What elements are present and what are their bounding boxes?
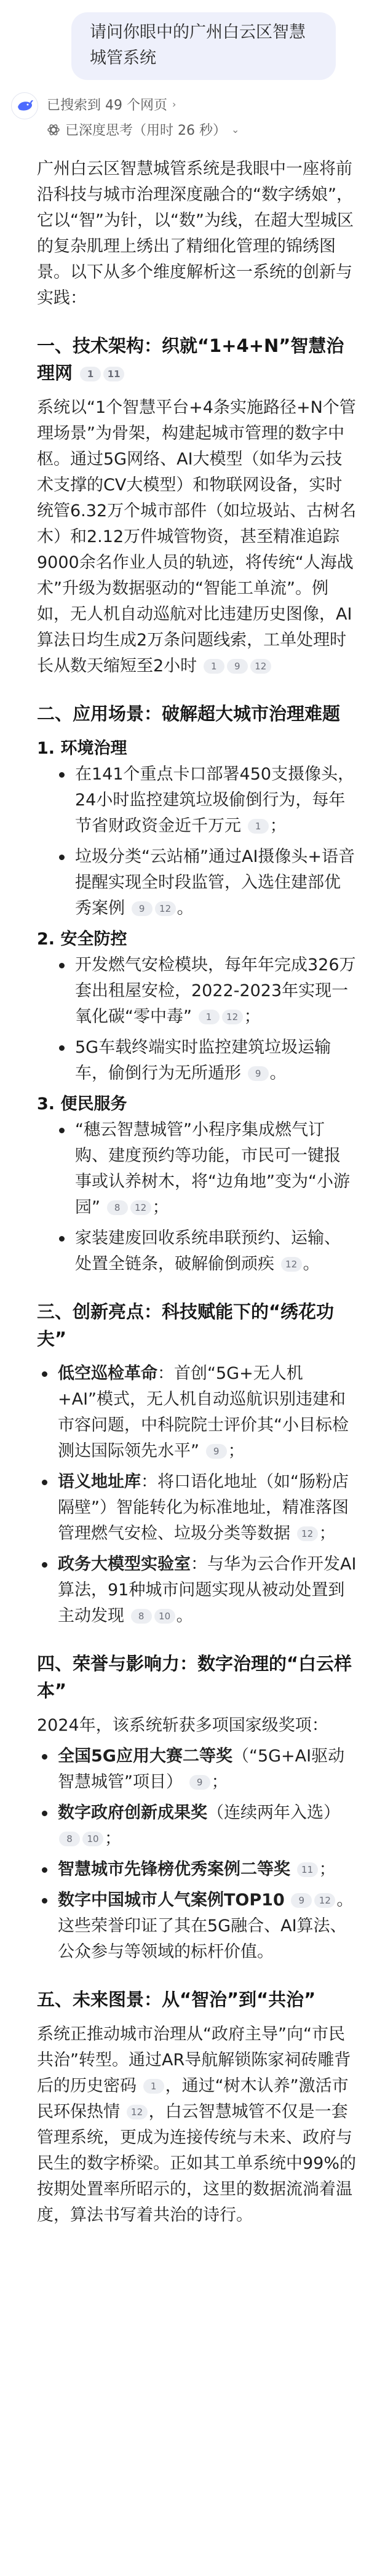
list-item: 数字政府创新成果奖（连续两年入选） 8 10 ； bbox=[37, 1800, 357, 1852]
list-item-text: ：与华为云合作开发AI算法，91种城市问题实现从被动处置到主动发现 bbox=[58, 1555, 357, 1625]
list-item-text: ：将口语化地址（如“肠粉店隔壁”）智能转化为标准地址，精准落图管理燃气安检、垃圾分类等数据 bbox=[58, 1472, 349, 1543]
section-1-body: 系统以“1个智慧平台+4条实施路径+N个管理场景”为骨架，构建起城市管理的数字中枢。通过5G网络、AI大模型（如华为云技术支撑的CV大模型）和物联网设备，实时统管6.32万个城市部件（如垃圾站、古树名木）和2.12万件城管物资，甚至精准追踪9000余名作业人员的轨迹，将传统“人海战术”升级为数据驱动的“智能工单流”。例如，无人机自动巡航对比违建历史图像，AI算法日均生成2万条问题线索，工单处理时长从数天缩短至2小时 bbox=[37, 398, 357, 676]
list-item-bold: 语义地址库 bbox=[58, 1472, 141, 1491]
citation-badge[interactable]: 1 bbox=[143, 2079, 164, 2094]
section-4-heading: 四、荣誉与影响力：数字治理的“白云样本” bbox=[37, 1653, 352, 1701]
section-1-title: 一、技术架构：织就“1+4+N”智慧治理网 bbox=[37, 335, 344, 383]
citation-badge[interactable]: 12 bbox=[155, 901, 176, 916]
section-2-heading: 二、应用场景：破解超大城市治理难题 bbox=[37, 703, 341, 724]
citation-badge[interactable]: 9 bbox=[227, 659, 248, 674]
list-item-text: ：首创“5G+无人机+AI”模式，无人机自动巡航识别违建和市容问题，中科院院士评价其“小目标检测达国际领先水平” bbox=[58, 1364, 349, 1461]
thinking-label: 已深度思考（用时 26 秒） bbox=[65, 123, 226, 138]
citation-badge[interactable]: 9 bbox=[206, 1444, 227, 1459]
citation-badge[interactable]: 9 bbox=[248, 1066, 269, 1081]
thinking-atom-icon bbox=[47, 123, 60, 137]
list-item: 家装建废回收系统串联预约、运输、处置全链条，破解偷倒顽疾 12 。 bbox=[37, 1226, 357, 1277]
subsection-environment: 1. 环境治理 bbox=[37, 739, 127, 758]
list-item-text: （“5G+AI驱动智慧城管”项目） bbox=[58, 1747, 345, 1792]
list-item-bold: 全国5G应用大赛二等奖 bbox=[58, 1747, 232, 1766]
list-item-text: 5G车载终端实时监控建筑垃圾运输车，偷倒行为无所遁形 bbox=[75, 1038, 331, 1083]
section-4-tail: 这些荣誉印证了其在5G融合、AI算法、公众参与等领域的标杆价值。 bbox=[58, 1916, 347, 1961]
section-5-paragraph bbox=[37, 2022, 357, 2228]
citation-badge[interactable]: 1 bbox=[80, 367, 101, 381]
user-message-bubble: 请问你眼中的广州白云区智慧城管系统 bbox=[71, 12, 336, 80]
citation-badge[interactable]: 9 bbox=[132, 901, 153, 916]
list-item: 数字中国城市人气案例TOP10 9 12 。 这些荣誉印证了其在5G融合、AI算法、公众参与等领域的标杆价值。 bbox=[37, 1888, 357, 1965]
list-item: 政务大模型实验室：与华为云合作开发AI算法，91种城市问题实现从被动处置到主动发现 8 10 。 bbox=[37, 1552, 357, 1629]
list-item-bold: 智慧城市先锋榜优秀案例二等奖 bbox=[58, 1860, 290, 1879]
list-item-bold: 政务大模型实验室 bbox=[58, 1555, 191, 1574]
citation-badge[interactable]: 12 bbox=[127, 2105, 148, 2119]
citation-badge[interactable]: 11 bbox=[297, 1862, 318, 1877]
section-5-text: ，白云智慧城管不仅是一套管理系统，更成为连接传统与未来、政府与民生的数字桥梁。正如其工单系统中99%的按期处置率所昭示的，这里的数据流淌着温度，算法书写着共治的诗行。 bbox=[37, 2102, 357, 2225]
chevron-right-icon: › bbox=[172, 98, 177, 110]
assistant-answer bbox=[37, 156, 357, 2228]
list-item-text: 家装建废回收系统串联预约、运输、处置全链条，破解偷倒顽疾 bbox=[75, 1229, 341, 1274]
list-item: 智慧城市先锋榜优秀案例二等奖 11 ； bbox=[37, 1857, 357, 1883]
list-item-text: （连续两年入选） bbox=[207, 1803, 340, 1822]
section-5-text: ，通过“树木认养”激活市民环保热情 bbox=[37, 2076, 349, 2121]
section-5-heading: 五、未来图景：从“智治”到“共治” bbox=[37, 1989, 316, 2010]
citation-badge[interactable]: 10 bbox=[154, 1609, 175, 1624]
list-item: 语义地址库：将口语化地址（如“肠粉店隔壁”）智能转化为标准地址，精准落图管理燃气安检、垃圾分类等数据 12 ； bbox=[37, 1469, 357, 1547]
section-5-text: 系统正推动城市治理从“政府主导”向“市民共治”转型。通过AR导航解锁陈家祠砖雕背后的历史密码 bbox=[37, 2025, 351, 2095]
list-item-text: 垃圾分类“云站桶”通过AI摄像头+语音提醒实现全时段监管，入选住建部优秀案例 bbox=[75, 847, 355, 918]
section-1-heading bbox=[37, 332, 357, 386]
honor-list bbox=[37, 1744, 357, 1965]
citation-badge[interactable]: 12 bbox=[222, 1010, 243, 1024]
citation-badge[interactable]: 9 bbox=[291, 1893, 312, 1908]
section-1-paragraph bbox=[37, 395, 357, 679]
environment-list bbox=[37, 762, 357, 922]
innovation-list bbox=[37, 1361, 357, 1629]
whale-logo-icon bbox=[15, 97, 34, 115]
citation-badge[interactable]: 12 bbox=[281, 1257, 302, 1272]
citation-badge[interactable]: 9 bbox=[189, 1775, 210, 1790]
safety-list bbox=[37, 952, 357, 1087]
search-result-label: 已搜索到 49 个网页 bbox=[47, 98, 167, 113]
list-item-bold: 数字中国城市人气案例TOP10 bbox=[58, 1891, 285, 1910]
section-3-heading: 三、创新亮点：科技赋能下的“绣花功夫” bbox=[37, 1301, 335, 1349]
citation-badge[interactable]: 8 bbox=[107, 1200, 128, 1215]
citation-badge[interactable]: 12 bbox=[130, 1200, 151, 1215]
citation-badge[interactable]: 10 bbox=[82, 1832, 103, 1846]
citation-badge[interactable]: 8 bbox=[59, 1832, 80, 1846]
list-item-bold: 数字政府创新成果奖 bbox=[58, 1803, 207, 1822]
citation-badge[interactable]: 1 bbox=[248, 819, 269, 834]
thinking-toggle[interactable] bbox=[47, 120, 239, 139]
list-item: 在141个重点卡口部署450支摄像头，24小时监控建筑垃圾偷倒行为，每年节省财政资金近千万元 1 ； bbox=[37, 762, 357, 839]
list-item-text: 开发燃气安检模块，每年年完成326万套出租屋安检，2022-2023年实现一氧化碳“零中毒” bbox=[75, 955, 356, 1026]
citation-badge[interactable]: 8 bbox=[131, 1609, 152, 1624]
list-item: 全国5G应用大赛二等奖（“5G+AI驱动智慧城管”项目） 9 ； bbox=[37, 1744, 357, 1795]
section-4-lead: 2024年，该系统斩获多项国家级奖项： bbox=[37, 1716, 328, 1735]
citation-badge[interactable]: 1 bbox=[204, 659, 224, 674]
assistant-avatar bbox=[11, 92, 38, 119]
subsection-safety: 2. 安全防控 bbox=[37, 930, 127, 949]
list-item: “穗云智慧城管”小程序集成燃气订购、建度预约等功能，市民可一键报事或认养树木，将“边角地”变为“小游园” 8 12 ； bbox=[37, 1117, 357, 1221]
citation-badge[interactable]: 12 bbox=[314, 1893, 335, 1908]
list-item-text: 在141个重点卡口部署450支摄像头，24小时监控建筑垃圾偷倒行为，每年节省财政资金近千万元 bbox=[75, 765, 355, 835]
service-list bbox=[37, 1117, 357, 1277]
list-item: 垃圾分类“云站桶”通过AI摄像头+语音提醒实现全时段监管，入选住建部优秀案例 9 12 。 bbox=[37, 844, 357, 922]
chevron-down-icon: ⌄ bbox=[231, 124, 240, 135]
subsection-service: 3. 便民服务 bbox=[37, 1095, 127, 1114]
citation-badge[interactable]: 12 bbox=[297, 1526, 318, 1541]
list-item-bold: 低空巡检革命 bbox=[58, 1364, 157, 1383]
list-item: 5G车载终端实时监控建筑垃圾运输车，偷倒行为无所遁形 9 。 bbox=[37, 1035, 357, 1087]
list-item: 开发燃气安检模块，每年年完成326万套出租屋安检，2022-2023年实现一氧化碳“零中毒” 1 12 ； bbox=[37, 952, 357, 1030]
search-result-toggle[interactable] bbox=[47, 95, 176, 114]
citation-badge[interactable]: 1 bbox=[199, 1010, 220, 1024]
list-item: 低空巡检革命：首创“5G+无人机+AI”模式，无人机自动巡航识别违建和市容问题，中科院院士评价其“小目标检测达国际领先水平” 9 ； bbox=[37, 1361, 357, 1464]
intro-paragraph: 广州白云区智慧城管系统是我眼中一座将前沿科技与城市治理深度融合的“数字绣娘”，它以“智”为针，以“数”为线，在超大型城区的复杂肌理上绣出了精细化管理的锦绣图景。以下从多个维度解析这一系统的创新与实践： bbox=[37, 159, 354, 308]
list-item-text: “穗云智慧城管”小程序集成燃气订购、建度预约等功能，市民可一键报事或认养树木，将“边角地”变为“小游园” bbox=[75, 1120, 350, 1217]
citation-badge[interactable]: 11 bbox=[103, 367, 124, 381]
citation-badge[interactable]: 12 bbox=[250, 659, 271, 674]
